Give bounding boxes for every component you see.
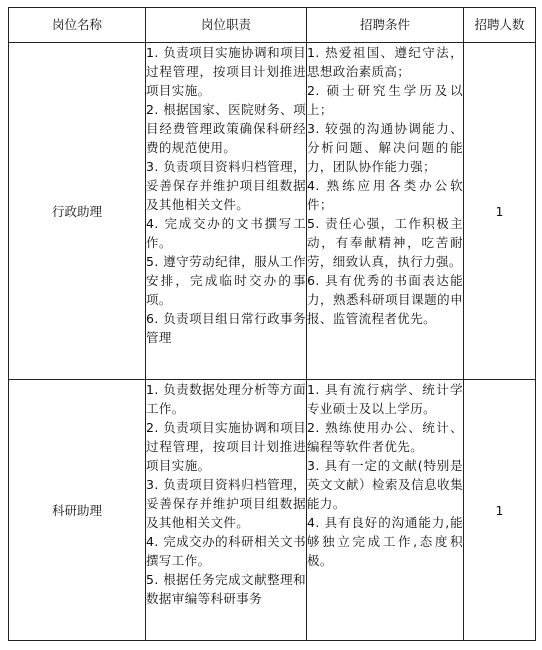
table-header (9, 8, 536, 43)
requirement-item: 3. 具有一定的文献(特别是英文文献）检索及信息收集能力。 (307, 458, 463, 511)
table-body (9, 43, 536, 641)
header-requirements: 招聘条件 (307, 8, 464, 43)
requirements-cell (307, 43, 464, 380)
header-row (9, 8, 536, 43)
requirements-list (307, 380, 463, 570)
duty-item: 6. 负责项目组日常行政事务管理 (146, 311, 306, 345)
duty-item: 4. 完成交办的科研相关文书撰写工作。 (146, 534, 306, 568)
position-name-cell: 行政助理 (9, 43, 146, 380)
duties-cell (146, 380, 307, 641)
position-name-cell: 科研助理 (9, 380, 146, 641)
duty-item: 3. 负责项目资料归档管理，妥善保存并维护项目组数据及其他相关文件。 (146, 477, 306, 530)
duty-item: 2. 负责项目实施协调和项目过程管理，按项目计划推进项目实施。 (146, 420, 306, 473)
duties-list (146, 43, 306, 347)
requirement-item: 1. 具有流行病学、统计学专业硕士及以上学历。 (307, 382, 463, 416)
table-row (9, 380, 536, 641)
duty-item: 5. 遵守劳动纪律，服从工作安排，完成临时交办的事项。 (146, 254, 306, 307)
requirement-item: 2. 硕士研究生学历及以上； (307, 83, 463, 117)
requirement-item: 6. 具有优秀的书面表达能力，熟悉科研项目课题的申报、监管流程者优先。 (307, 273, 463, 326)
requirement-item: 2. 熟练使用办公、统计、编程等软件者优先。 (307, 420, 463, 454)
duty-item: 1. 负责项目实施协调和项目过程管理，按项目计划推进项目实施。 (146, 45, 306, 98)
duty-item: 5. 根据任务完成文献整理和数据审编等科研事务 (146, 572, 306, 606)
header-duties: 岗位职责 (146, 8, 307, 43)
count-cell: 1 (464, 43, 536, 380)
duty-item: 4. 完成交办的文书撰写工作。 (146, 216, 306, 250)
requirement-item: 5. 责任心强，工作积极主动，有奉献精神，吃苦耐劳，细致认真，执行力强。 (307, 216, 463, 269)
requirement-item: 4. 熟练应用各类办公软件； (307, 178, 463, 212)
requirements-cell (307, 380, 464, 641)
count-cell: 1 (464, 380, 536, 641)
duty-item: 3. 负责项目资料归档管理，妥善保存并维护项目组数据及其他相关文件。 (146, 159, 306, 212)
table-row (9, 43, 536, 380)
requirement-item: 3. 较强的沟通协调能力、分析问题、解决问题的能力，团队协作能力强； (307, 121, 463, 174)
requirements-list (307, 43, 463, 328)
requirement-item: 1. 热爱祖国、遵纪守法，思想政治素质高； (307, 45, 463, 79)
recruitment-table (8, 7, 536, 641)
header-position: 岗位名称 (9, 8, 146, 43)
duties-list (146, 380, 306, 608)
header-count: 招聘人数 (464, 8, 536, 43)
duty-item: 1. 负责数据处理分析等方面工作。 (146, 382, 306, 416)
duty-item: 2. 根据国家、医院财务、项目经费管理政策确保科研经费的规范使用。 (146, 102, 306, 155)
requirement-item: 4. 具有良好的沟通能力,能够独立完成工作,态度积极。 (307, 515, 463, 568)
duties-cell (146, 43, 307, 380)
